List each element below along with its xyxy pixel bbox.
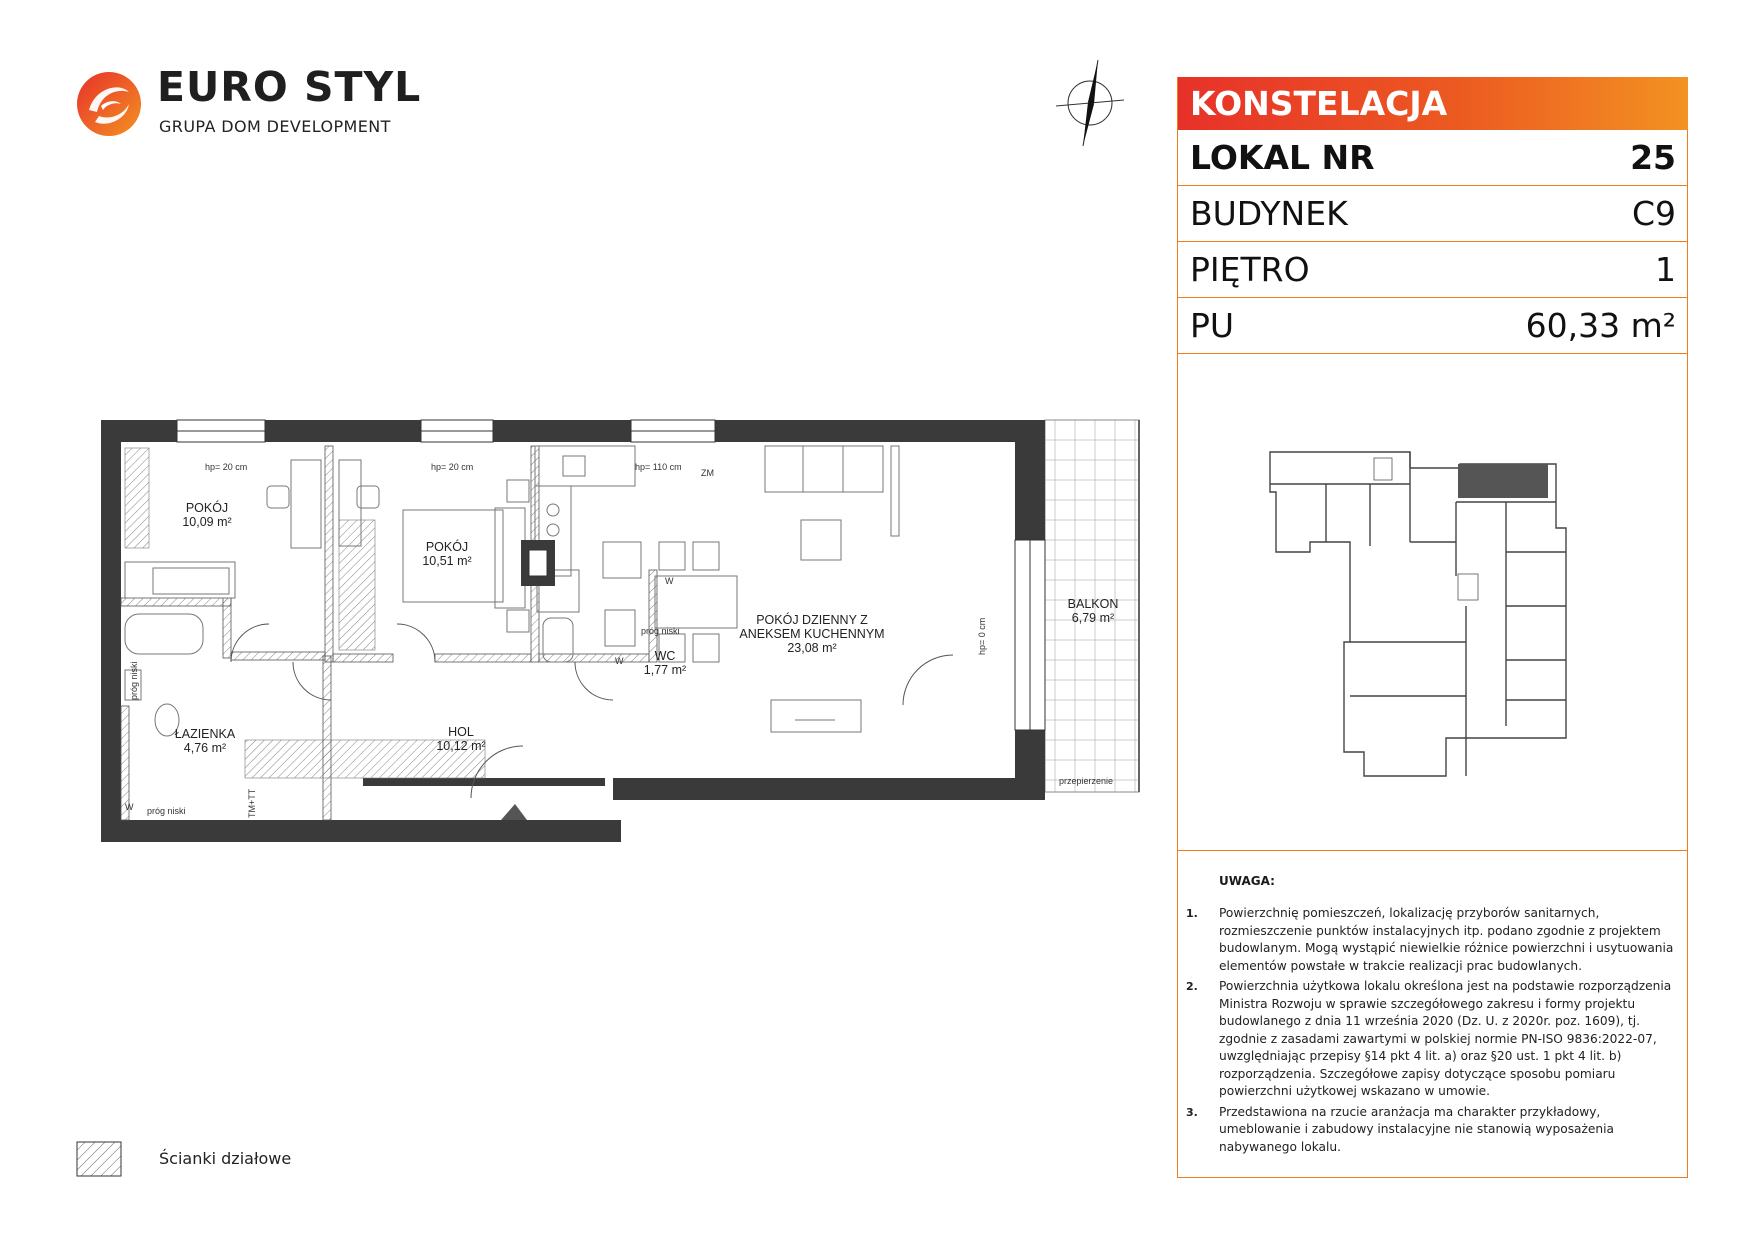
key-plan-highlight (1458, 464, 1548, 498)
note-item (1186, 905, 1676, 975)
annotation-zm: ZM (701, 468, 714, 478)
north-arrow-icon (1050, 58, 1130, 148)
row-pietro (1178, 242, 1688, 298)
row-budynek-value: C9 (1631, 194, 1676, 233)
row-lokal (1178, 130, 1688, 186)
room-dzienny-area: 23,08 m² (787, 641, 837, 655)
windows (177, 420, 1045, 730)
annotation-przepierzenie: przepierzenie (1059, 776, 1114, 786)
annotation-hp-1: hp= 20 cm (205, 462, 248, 472)
annotation-prog-1: próg niski (641, 626, 680, 636)
brand-tagline: GRUPA DOM DEVELOPMENT (159, 117, 391, 136)
note-item (1186, 978, 1676, 1101)
annotation-w-3: W (125, 802, 134, 812)
logo (75, 70, 143, 138)
furniture (125, 446, 899, 736)
room-pokoj-2-area: 10,51 m² (422, 554, 472, 568)
room-pokoj-1-name: POKÓJ (185, 501, 229, 515)
annotation-w-2: W (665, 576, 674, 586)
annotation-hp-3: hp= 110 cm (635, 462, 682, 472)
room-wc-name: WC (654, 649, 676, 663)
entrance-arrow-icon (501, 804, 527, 820)
notes-list (1186, 905, 1676, 1159)
room-pokoj-2-name: POKÓJ (425, 540, 469, 554)
row-pu-value: 60,33 m² (1525, 306, 1676, 345)
room-lazienka-name: ŁAZIENKA (174, 727, 236, 741)
room-wc-area: 1,77 m² (643, 663, 687, 677)
note-item (1186, 1104, 1676, 1157)
row-lokal-value: 25 (1630, 138, 1676, 177)
row-budynek (1178, 186, 1688, 242)
room-dzienny-line2: ANEKSEM KUCHENNYM (739, 627, 885, 641)
annotation-hp-4: hp= 0 cm (977, 617, 987, 655)
room-hol-name: HOL (448, 725, 474, 739)
annotation-w-1: W (615, 656, 624, 666)
note-number: 1. (1186, 907, 1198, 920)
annotation-tm: TM+TT (247, 788, 257, 818)
project-name: KONSTELACJA (1178, 77, 1688, 130)
row-pu-label: PU (1190, 306, 1235, 345)
row-pietro-label: PIĘTRO (1190, 250, 1310, 289)
note-text: Przedstawiona na rzucie aranżacja ma charakter przykładowy, umeblowanie i zabudowy instalacyjne nie stanowią wyposażenia nabywanego lokalu. (1219, 1104, 1615, 1154)
note-number: 3. (1186, 1105, 1198, 1119)
room-hol-area: 10,12 m² (436, 739, 486, 753)
floor-plan (95, 400, 1165, 860)
annotation-hp-2: hp= 20 cm (431, 462, 474, 472)
annotation-prog-3: próg niski (147, 806, 186, 816)
annotation-prog-2: próg niski (129, 661, 139, 700)
room-balkon-area: 6,79 m² (1071, 611, 1115, 625)
legend-label: Ścianki działowe (159, 1149, 292, 1168)
room-dzienny-line1: POKÓJ DZIENNY Z (756, 613, 868, 627)
note-text: Powierzchnia użytkowa lokalu określona jest na podstawie rozporządzenia Ministra Rozwoju w sprawie szczegółowego zakresu i formy projektu budowlanego z dnia 11 września 2020 (Dz. U. z 2020r. poz. 1609), tj. zgodnie z zasadami zawartymi w polskiej normie PN-ISO 9836:2022-07, uwzględniając przepisy §14 pkt 4 lit. a) oraz §20 ust. 1 pkt 4 lit. b) rozporządzenia. Szczegółowe zapisy dotyczące sposobu pomiaru powierzchni użytkowej wskazano w umowie. (1219, 979, 1672, 1098)
row-pu (1178, 298, 1688, 354)
note-number: 2. (1186, 980, 1198, 993)
room-lazienka-area: 4,76 m² (183, 741, 227, 755)
logo-mark-icon (75, 70, 143, 138)
room-pokoj-1-area: 10,09 m² (182, 515, 232, 529)
room-balkon-name: BALKON (1067, 597, 1119, 611)
partition-hatch-legend-icon (76, 1141, 122, 1177)
panel-separator (1178, 850, 1688, 851)
brand-name: EURO STYL (157, 63, 422, 111)
row-pietro-value: 1 (1655, 250, 1676, 289)
notes-title: UWAGA: (1219, 874, 1275, 888)
building-key-plan (1266, 446, 1586, 786)
note-text: Powierzchnię pomieszczeń, lokalizację przyborów sanitarnych, rozmieszczenie punktów instalacyjnych itp. podano zgodnie z projektem budowlanym. Mogą wystąpić niewielkie różnice powierzchni i usytuowania elementów powstałe w trakcie realizacji prac budowlanych. (1219, 906, 1674, 973)
row-budynek-label: BUDYNEK (1190, 194, 1348, 233)
row-lokal-label: LOKAL NR (1190, 138, 1375, 177)
